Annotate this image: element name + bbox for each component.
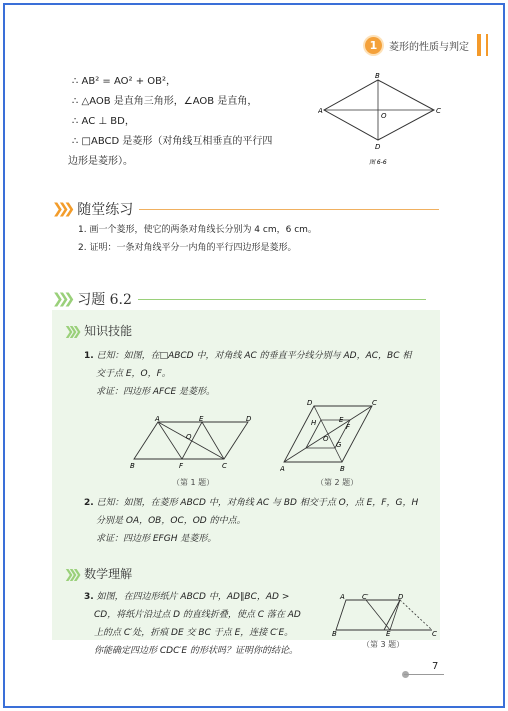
- question-text: 已知：如图，在□ABCD 中，对角线 AC 的垂直平分线分别与 AD，AC，BC 相: [96, 351, 412, 361]
- proof-line: ∴ △AOB 是直角三角形，∠AOB 是直角，: [72, 96, 258, 107]
- proof-line: 边形是菱形）。: [68, 156, 133, 167]
- header-bar: [477, 34, 481, 56]
- label-D: D: [375, 143, 381, 151]
- divider-line: [138, 299, 426, 300]
- label-B: B: [332, 630, 337, 636]
- label-F: F: [179, 462, 184, 470]
- page-number: 7: [432, 661, 439, 672]
- label-D: D: [246, 415, 252, 423]
- question-text: 分别是 OA，OB，OC，OD 的中点。: [96, 516, 246, 526]
- label-H: H: [311, 419, 317, 427]
- label-B: B: [340, 465, 345, 472]
- chapter-title: 菱形的性质与判定: [389, 41, 469, 53]
- question-text: 上的点 C′处，折痕 DE 交 BC 于点 E，连接 C′E。: [94, 628, 294, 638]
- question-text: 你能确定四边形 CDC′E 的形状吗？证明你的结论。: [94, 646, 298, 656]
- exercise-title: 习题 6.2: [77, 292, 132, 308]
- label-B: B: [375, 72, 380, 80]
- question-number: 3.: [84, 592, 94, 602]
- label-C: C: [372, 399, 377, 407]
- label-E: E: [339, 416, 344, 424]
- figure-q1: [126, 414, 266, 474]
- label-A: A: [318, 107, 323, 115]
- exercise-section-header: [52, 289, 426, 309]
- question-text: 求证：四边形 EFGH 是菱形。: [96, 534, 217, 544]
- label-G: G: [336, 441, 342, 449]
- label-F: F: [346, 423, 351, 431]
- figure-caption: （第 1 题）: [172, 478, 215, 487]
- chevron-icon: ❯❯❯: [64, 566, 77, 581]
- proof-text: [68, 72, 320, 172]
- practice-q2: 2. 证明：一条对角线平分一内角的平行四边形是菱形。: [78, 243, 297, 253]
- proof-line: ∴ □ABCD 是菱形（对角线互相垂直的平行四: [72, 136, 273, 147]
- label-D: D: [307, 399, 313, 407]
- rhombus-figure-6-6: [318, 72, 446, 172]
- question-number: 2.: [84, 498, 94, 508]
- question-text: CD，将纸片沿过点 D 的直线折叠，使点 C 落在 AD: [94, 610, 301, 620]
- skills-header: [64, 322, 132, 339]
- label-A: A: [340, 593, 345, 601]
- question-text: 求证：四边形 AFCE 是菱形。: [96, 387, 216, 397]
- label-E: E: [199, 415, 204, 423]
- math-title: 数学理解: [84, 567, 133, 581]
- skills-q1: [84, 347, 440, 401]
- question-text: 已知：如图，在菱形 ABCD 中，对角线 AC 与 BD 相交于点 O，点 E，F，G，H: [96, 498, 419, 508]
- chevron-icon: ❯❯❯: [64, 323, 77, 338]
- question-text: 如图，在四边形纸片 ABCD 中，AD∥BC，AD >: [96, 592, 290, 602]
- figure-caption: （第 2 题）: [316, 478, 359, 487]
- label-C-prime: C′: [362, 593, 369, 601]
- math-q3: [84, 588, 324, 660]
- label-E: E: [386, 630, 391, 636]
- header-bar-thin: [486, 34, 488, 56]
- figure-q2: [280, 398, 390, 472]
- label-O: O: [323, 435, 329, 443]
- label-C: C: [436, 107, 441, 115]
- label-A: A: [155, 415, 160, 423]
- label-D: D: [398, 593, 404, 601]
- practice-section-header: [52, 199, 439, 219]
- math-header: [64, 565, 132, 582]
- chevron-icon: ❯❯❯: [52, 291, 70, 307]
- label-C: C: [222, 462, 227, 470]
- chevron-icon: ❯❯❯: [52, 201, 70, 217]
- question-number: 1.: [84, 351, 94, 361]
- page-marker-line: [404, 674, 444, 675]
- figure-q3: [332, 592, 440, 636]
- practice-title: 随堂练习: [77, 202, 134, 218]
- chapter-number-badge: 1: [365, 37, 382, 54]
- label-C: C: [432, 630, 437, 636]
- skills-q2: [84, 494, 440, 548]
- proof-line: ∴ AB² = AO² + OB²，: [72, 76, 177, 87]
- practice-q1: 1. 画一个菱形，使它的两条对角线长分别为 4 cm，6 cm。: [78, 225, 317, 235]
- divider-line: [139, 209, 439, 210]
- figure-caption: 图 6-6: [369, 159, 387, 166]
- chapter-header: [365, 34, 488, 56]
- skills-title: 知识技能: [84, 324, 133, 338]
- label-A: A: [280, 465, 285, 472]
- figure-caption: （第 3 题）: [362, 640, 405, 649]
- label-O: O: [186, 433, 192, 441]
- proof-line: ∴ AC ⊥ BD，: [72, 116, 135, 127]
- label-O: O: [381, 112, 387, 120]
- label-B: B: [130, 462, 135, 470]
- question-text: 交于点 E，O，F。: [96, 369, 171, 379]
